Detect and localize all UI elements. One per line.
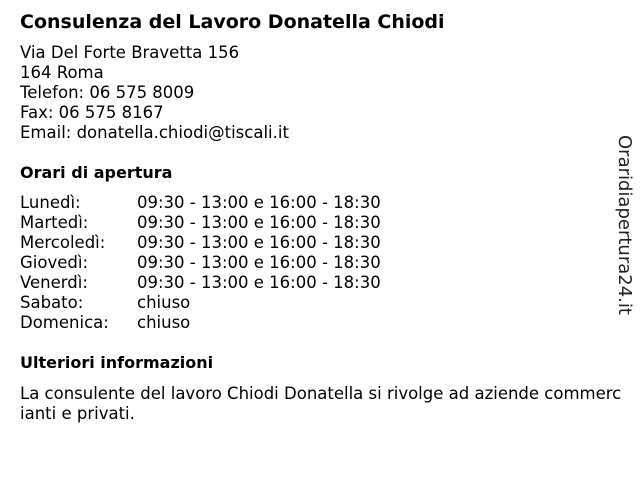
day-times: 09:30 - 13:00 e 16:00 - 18:30 bbox=[137, 193, 381, 212]
day-label: Mercoledì: bbox=[20, 233, 106, 252]
fax-number: Fax: 06 575 8167 bbox=[20, 103, 164, 122]
more-info-text: La consulente del lavoro Chiodi Donatella si rivolge ad aziende commercianti e privati. bbox=[20, 384, 622, 423]
day-times: chiuso bbox=[137, 293, 191, 312]
day-times: 09:30 - 13:00 e 16:00 - 18:30 bbox=[137, 273, 381, 292]
opening-hours-heading: Orari di apertura bbox=[20, 163, 173, 182]
phone-number: Telefon: 06 575 8009 bbox=[20, 83, 195, 102]
day-label: Sabato: bbox=[20, 293, 84, 312]
address-street: Via Del Forte Bravetta 156 bbox=[20, 43, 240, 62]
day-label: Venerdì: bbox=[20, 273, 88, 292]
day-label: Giovedì: bbox=[20, 253, 88, 272]
day-times: chiuso bbox=[137, 313, 191, 332]
site-watermark bbox=[610, 135, 636, 315]
day-label: Martedì: bbox=[20, 213, 89, 232]
watermark-text: Oraridiapertura24.it bbox=[614, 135, 635, 315]
email-address: Email: donatella.chiodi@tiscali.it bbox=[20, 123, 289, 142]
contact-block bbox=[20, 43, 289, 143]
day-label: Lunedì: bbox=[20, 193, 81, 212]
page-title: Consulenza del Lavoro Donatella Chiodi bbox=[20, 11, 445, 33]
day-label: Domenica: bbox=[20, 313, 109, 332]
day-times: 09:30 - 13:00 e 16:00 - 18:30 bbox=[137, 213, 381, 232]
address-city: 164 Roma bbox=[20, 63, 104, 82]
day-times: 09:30 - 13:00 e 16:00 - 18:30 bbox=[137, 233, 381, 252]
more-info-heading: Ulteriori informazioni bbox=[20, 353, 214, 372]
day-times: 09:30 - 13:00 e 16:00 - 18:30 bbox=[137, 253, 381, 272]
